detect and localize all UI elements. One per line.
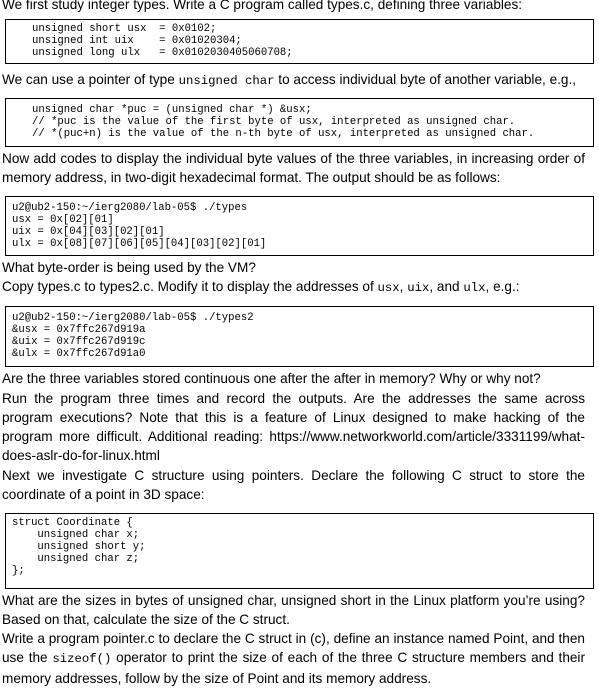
aslr-paragraph: Run the program three times and record the outputs. Are the addresses the same across program executions? Note that this is a feature of Linux designed to make hacking of the program more difficult. Additional reading: https://www.networkworld.com/article/3331199/what-does-aslr-do-for-linux.html — [2, 391, 585, 463]
terminal-line: u2@ub2-150:~/ierg2080/lab-05$ ./types — [12, 202, 248, 214]
terminal-line: uix = 0x[04][03][02][01] — [12, 226, 165, 238]
pointer-program-paragraph: Write a program pointer.c to declare the C struct in (c), define an instance named Point, and then use the sizeof() operator to print the size of each of the three C structure members and their memory addresses, follow by the size of Point and its memory address. — [2, 631, 585, 686]
code-line: unsigned short y; — [12, 541, 146, 553]
code-block-pointer — [5, 98, 594, 147]
pointer-paragraph: We can use a pointer of type unsigned char to access individual byte of another variable, e.g., — [2, 72, 577, 88]
copy-types2-paragraph: Copy types.c to types2.c. Modify it to display the addresses of usx, uix, and ulx, e.g.: — [2, 279, 520, 295]
code-block-struct — [5, 513, 594, 589]
terminal-line: &uix = 0x7ffc267d919c — [12, 336, 146, 348]
struct-intro-paragraph: Next we investigate C structure using pointers. Declare the following C struct to store the coordinate of a point in 3D space: — [2, 468, 585, 502]
code-line: // *puc is the value of the first byte of usx, interpreted as unsigned char. — [32, 116, 516, 128]
terminal-line: u2@ub2-150:~/ierg2080/lab-05$ ./types2 — [12, 312, 254, 324]
terminal-line: &ulx = 0x7ffc267d91a0 — [12, 348, 146, 360]
terminal-line: usx = 0x[02][01] — [12, 214, 114, 226]
code-line: unsigned char x; — [12, 529, 140, 541]
terminal-output-types — [5, 196, 594, 256]
code-line: unsigned short usx = 0x0102; — [32, 23, 217, 35]
display-bytes-paragraph: Now add codes to display the individual byte values of the three variables, in increasing order of memory address, in two-digit hexadecimal format. The output should be as follows: — [2, 151, 585, 185]
code-line: unsigned char z; — [12, 553, 140, 565]
byte-order-question: What byte-order is being used by the VM? — [2, 260, 256, 275]
code-line: unsigned long ulx = 0x0102030405060708; — [32, 47, 293, 59]
terminal-output-types2 — [5, 306, 594, 367]
continuous-memory-question: Are the three variables stored continuous one after the after in memory? Why or why not? — [2, 371, 541, 386]
terminal-line: ulx = 0x[08][07][06][05][04][03][02][01] — [12, 238, 267, 250]
code-line: unsigned char *puc = (unsigned char *) &usx; — [32, 104, 312, 116]
code-line: // *(puc+n) is the value of the n-th byte of usx, interpreted as unsigned char. — [32, 128, 535, 140]
sizes-question: What are the sizes in bytes of unsigned char, unsigned short in the Linux platform you’re using? Based on that, calculate the size of the C struct. — [2, 593, 585, 627]
intro-paragraph: We first study integer types. Write a C program called types.c, defining three variables: — [2, 0, 523, 12]
code-line: struct Coordinate { — [12, 517, 133, 529]
code-block-variables — [5, 19, 594, 64]
code-line: }; — [12, 565, 25, 577]
code-line: unsigned int uix = 0x01020304; — [32, 35, 242, 47]
terminal-line: &usx = 0x7ffc267d919a — [12, 324, 146, 336]
